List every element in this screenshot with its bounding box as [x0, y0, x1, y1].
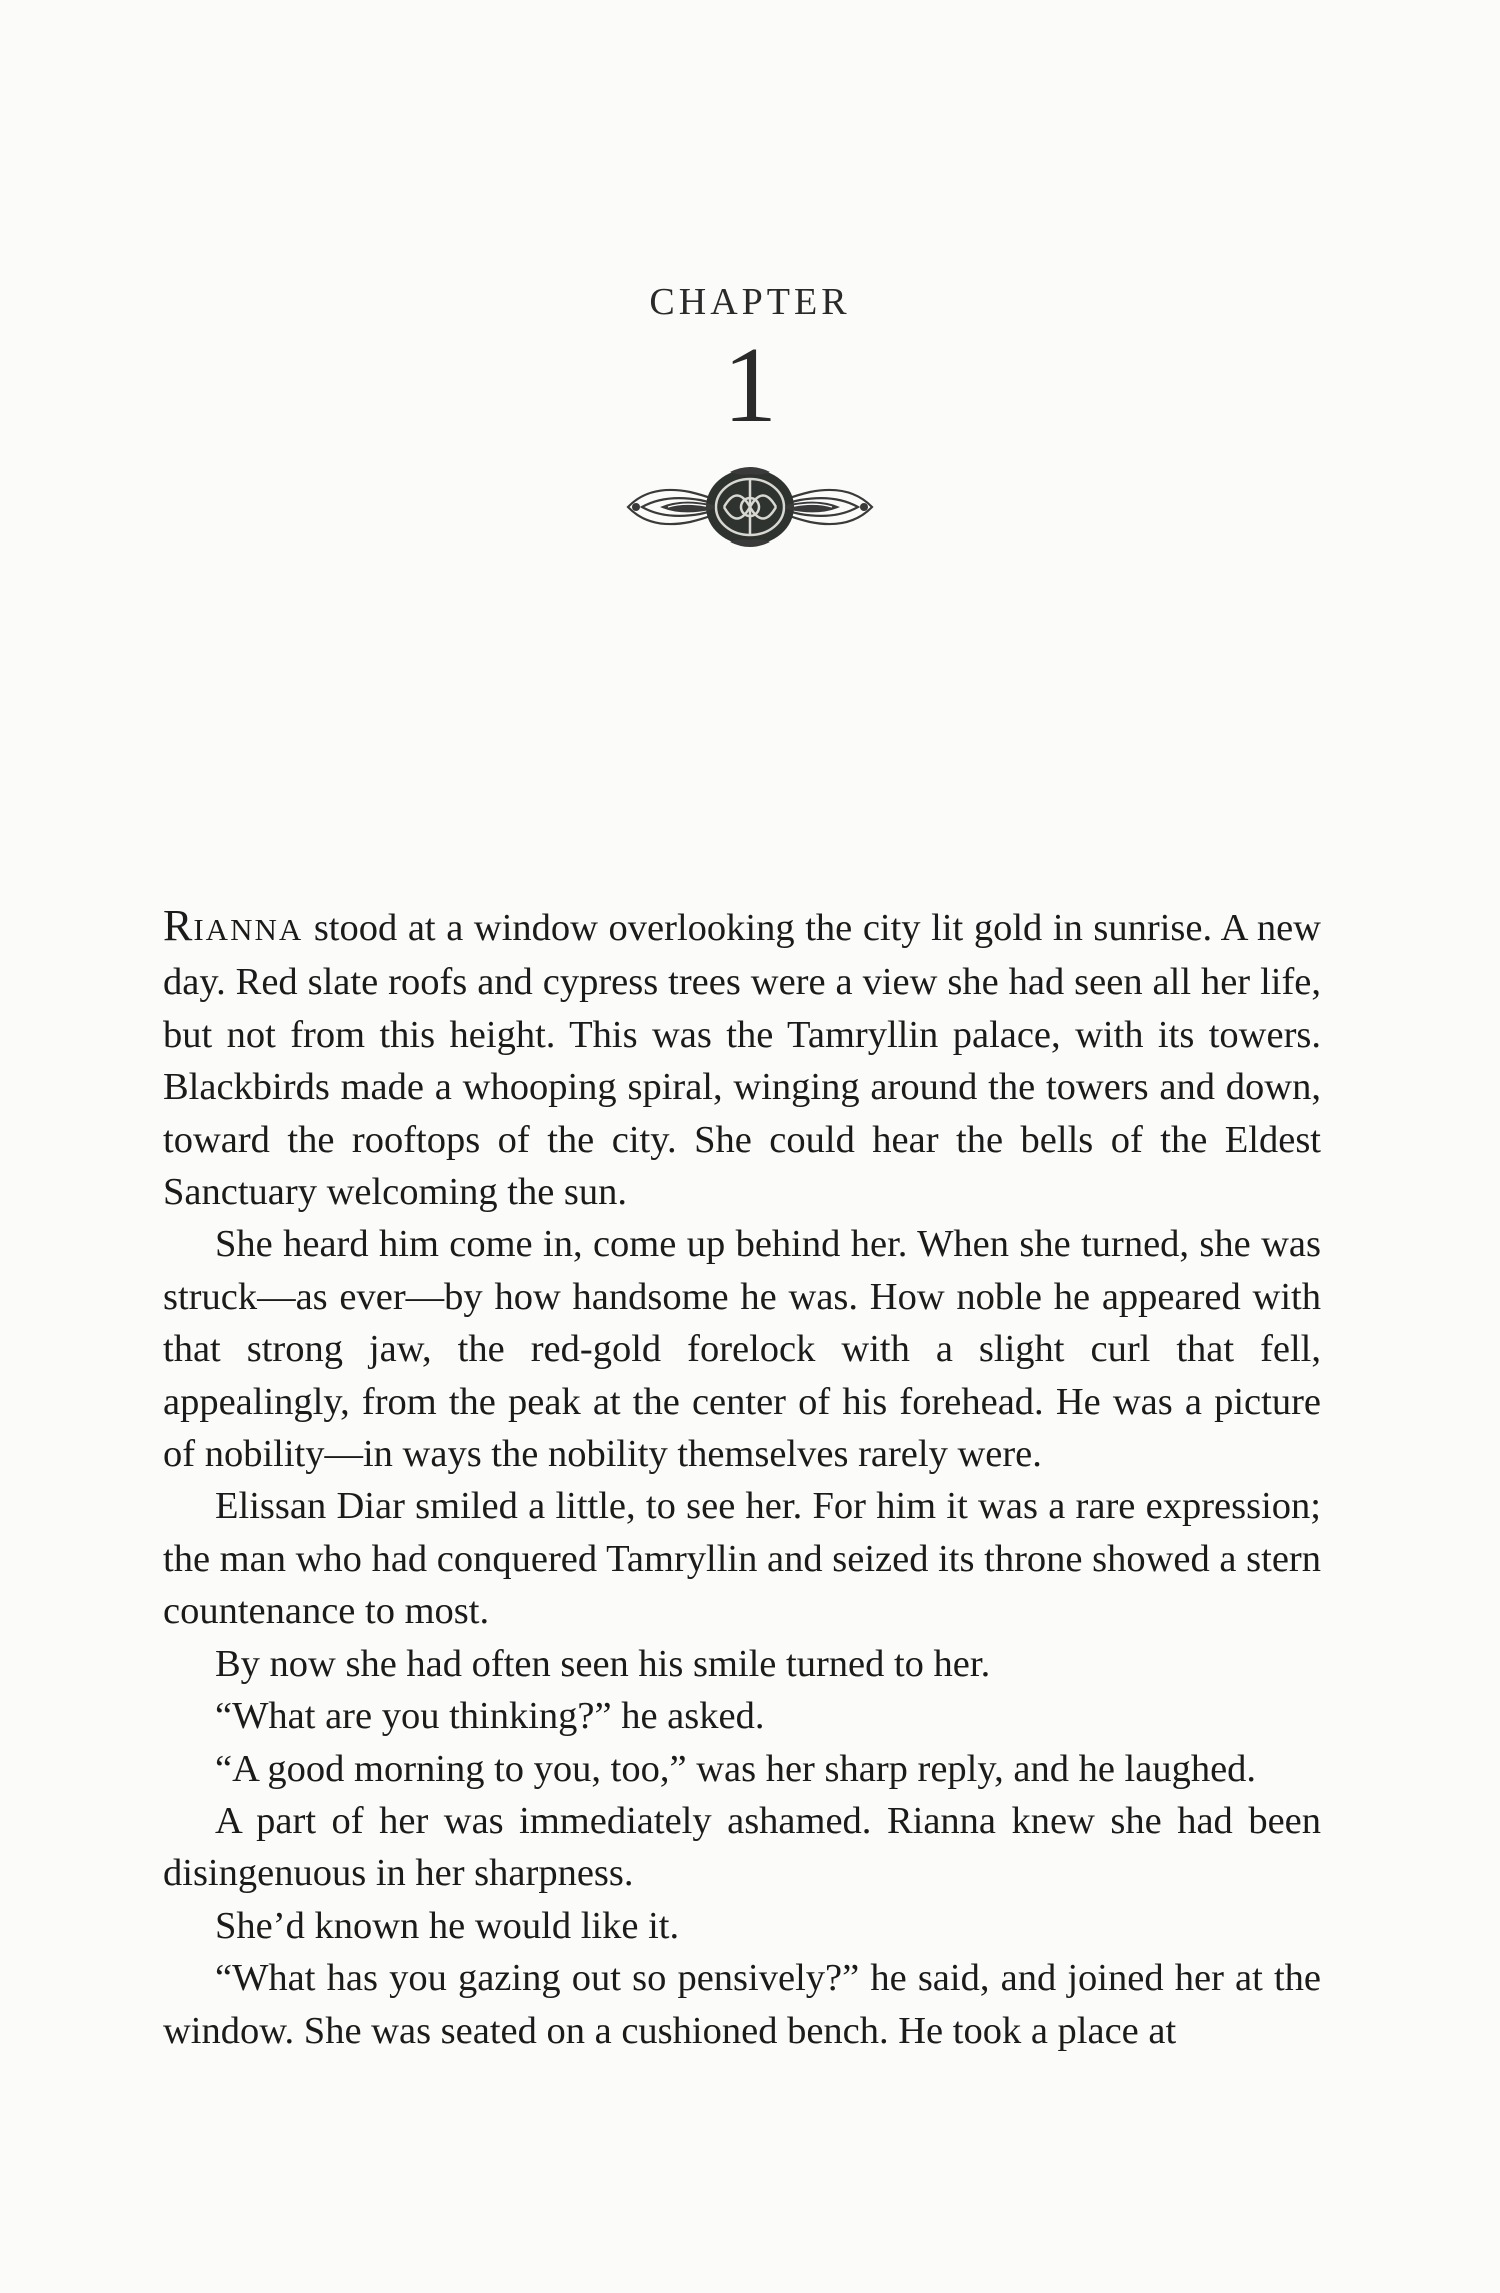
- opening-name-initial: R: [163, 901, 194, 950]
- chapter-body-text: [163, 900, 1321, 2057]
- paragraph-7: A part of her was immediately ashamed. Rianna knew she had been disingenuous in her sharpness.: [163, 1799, 1321, 1895]
- paragraph-2: She heard him come in, come up behind her. When she turned, she was struck—as ever—by how handsome he was. How noble he appeared with that strong jaw, the red-gold forelock with a slight curl that fell, appealingly, from the peak at the center of his forehead. He was a picture of nobility—in ways the nobility themselves rarely were.: [163, 1223, 1321, 1476]
- paragraph-3: Elissan Diar smiled a little, to see her. For him it was a rare expression; the man who had conquered Tamryllin and seized its throne showed a stern countenance to most.: [163, 1485, 1321, 1633]
- paragraph-8: She’d known he would like it.: [215, 1904, 680, 1947]
- paragraph-5: “What are you thinking?” he asked.: [215, 1695, 765, 1738]
- opening-name-rest: IANNA: [193, 912, 304, 947]
- paragraph-1: [163, 900, 1321, 1218]
- chapter-number: 1: [723, 326, 777, 445]
- paragraph-4: By now she had often seen his smile turned to her.: [215, 1642, 991, 1685]
- paragraph-1-text: stood at a window overlooking the city lit gold in sunrise. A new day. Red slate roofs and cypress trees were a view she had seen all her life, but not from this height. This was the Tamryllin palace, with its towers. Blackbirds made a whooping spiral, winging around the towers and down, toward the rooftops of the city. She could hear the bells of the Eldest Sanctuary welcoming the sun.: [163, 907, 1321, 1214]
- celtic-knot-ornament-icon: [620, 462, 880, 552]
- paragraph-6: “A good morning to you, too,” was her sharp reply, and he laughed.: [215, 1747, 1257, 1790]
- chapter-label: CHAPTER: [649, 281, 851, 323]
- paragraph-9: “What has you gazing out so pensively?” he said, and joined her at the window. She was seated on a cushioned bench. He took a place at: [163, 1957, 1321, 2052]
